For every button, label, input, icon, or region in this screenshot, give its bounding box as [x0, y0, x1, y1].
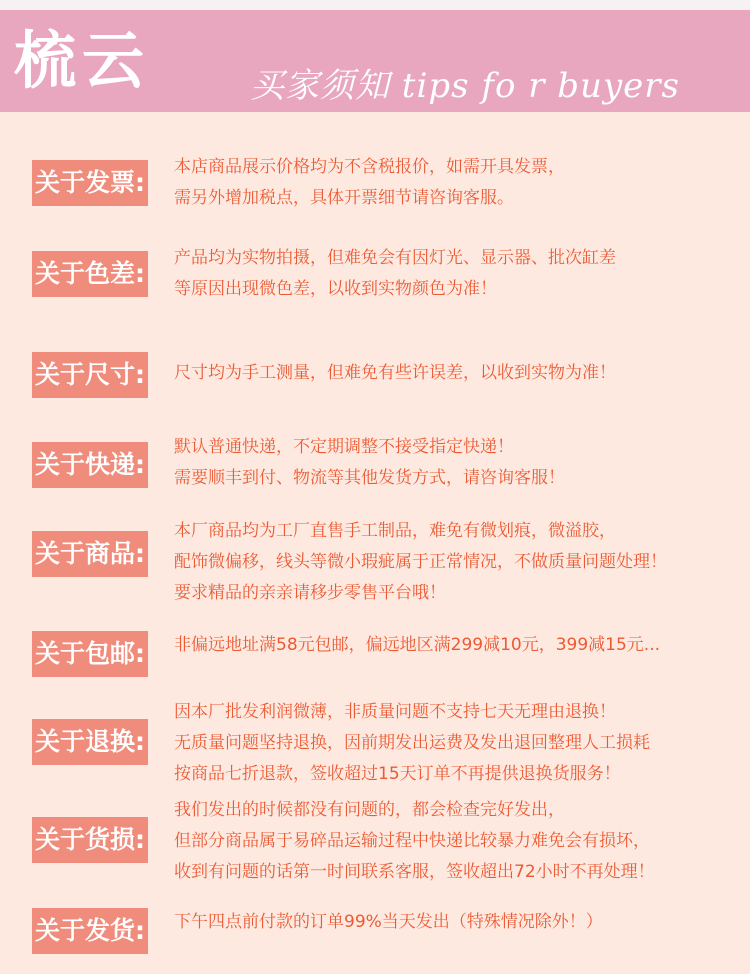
section-text-line: 本厂商品均为工厂直售手工制品，难免有微划痕，微溢胶，	[174, 521, 616, 541]
section-text-line: 按商品七折退款，签收超过15天订单不再提供退换货服务！	[174, 764, 621, 784]
section-text	[174, 907, 603, 938]
section-text-line: 配饰微偏移，线头等微小瑕疵属于正常情况，不做质量问题处理！	[174, 552, 667, 572]
section-text-line: 默认普通快递，不定期调整不接受指定快递！	[174, 437, 514, 457]
section-label: 关于退换:	[32, 719, 148, 765]
section-text	[174, 516, 667, 609]
section-text	[174, 432, 565, 494]
section-text-line: 因本厂批发利润微薄，非质量问题不支持七天无理由退换！	[174, 702, 616, 722]
section-text	[174, 697, 650, 790]
section-label: 关于商品:	[32, 531, 148, 577]
section-text	[174, 795, 655, 888]
section-text-line: 我们发出的时候都没有问题的，都会检查完好发出，	[174, 800, 565, 820]
section-label: 关于货损:	[32, 817, 148, 863]
section-text-line: 尺寸均为手工测量，但难免有些许误差，以收到实物为准！	[174, 363, 616, 383]
brand-title: 梳云	[14, 24, 151, 97]
section-text-line: 要求精品的亲亲请移步零售平台哦！	[174, 583, 446, 603]
page-subtitle: 买家须知 tips fo r buyers	[250, 66, 680, 106]
section-text-line: 本店商品展示价格均为不含税报价，如需开具发票，	[174, 157, 565, 177]
section-label: 关于色差:	[32, 251, 148, 297]
section-text	[174, 630, 660, 661]
section-text-line: 收到有问题的话第一时间联系客服，签收超出72小时不再处理！	[174, 862, 655, 882]
section-text	[174, 243, 616, 305]
section-text-line: 无质量问题坚持退换，因前期发出运费及发出退回整理人工损耗	[174, 733, 650, 753]
section-text-line: 需要顺丰到付、物流等其他发货方式，请咨询客服！	[174, 468, 565, 488]
section-text-line: 需另外增加税点，具体开票细节请咨询客服。	[174, 188, 514, 208]
section-text-line: 等原因出现微色差，以收到实物颜色为准！	[174, 279, 497, 299]
section-label: 关于包邮:	[32, 631, 148, 677]
section-label: 关于快递:	[32, 442, 148, 488]
section-label: 关于发票:	[32, 160, 148, 206]
section-text-line: 非偏远地址满58元包邮，偏远地区满299减10元，399减15元...	[174, 635, 661, 655]
section-text-line: 但部分商品属于易碎品运输过程中快递比较暴力难免会有损坏，	[174, 831, 650, 851]
section-text-line: 下午四点前付款的订单99%当天发出（特殊情况除外！）	[174, 912, 603, 932]
section-label: 关于尺寸:	[32, 352, 148, 398]
section-label: 关于发货:	[32, 908, 148, 954]
section-text-line: 产品均为实物拍摄，但难免会有因灯光、显示器、批次缸差	[174, 248, 616, 268]
section-text	[174, 358, 616, 389]
section-text	[174, 152, 565, 214]
header-banner	[0, 0, 750, 112]
